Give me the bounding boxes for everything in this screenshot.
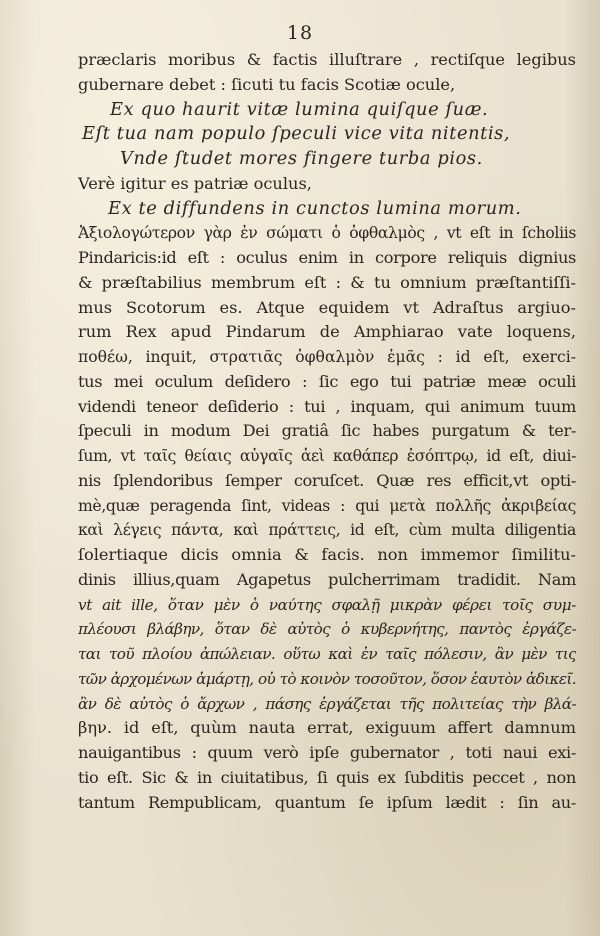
text-line: Pindaricis:id eſt : oculus enim in corpore reliquis dignius (78, 248, 576, 267)
text-line: ſpeculi in modum Dei gratiâ ſic habes purgatum & ter- (78, 421, 576, 441)
text-line: mè,quæ peragenda ſint, videas : qui μετὰ πολλῆς ἀκριβείας (78, 496, 576, 515)
text-line: nauigantibus : quum verò ipſe gubernator , toti naui exi- (78, 743, 576, 762)
text-line: ſolertiaque dicis omnia & facis. non immemor ſimilitu- (78, 545, 576, 564)
text-line: tantum Rempublicam, quantum ſe ipſum lædit : ſin au- (78, 792, 576, 812)
text-line: & præſtabilius membrum eſt : & tu omnium præſtantiſſi- (78, 272, 576, 292)
text-line: πλέουσι βλάβην, ὅταν δὲ αὐτὸς ὁ κυβερνήτης, παντὸς ἐργάζε- (78, 620, 576, 639)
page-number: 18 (286, 22, 314, 44)
text-line: præclaris moribus & factis illuſtrare , rectiſque legibus (78, 50, 576, 69)
text-line: nis ſplendoribus ſemper coruſcet. Quæ res efficit,vt opti- (78, 470, 576, 490)
text-line: Ἀξιολογώτερον γὰρ ἐν σώματι ὁ ὀφθαλμὸς , vt eſt in ſcholiis (78, 224, 576, 243)
verse-line: Eſt tua nam populo ſpeculi vice vita nitentis, (82, 123, 511, 145)
verse-line: Ex te diffundens in cunctos lumina morum. (108, 197, 522, 219)
text-line: vt ait ille, ὅταν μὲν ὁ ναύτης σφαλῇ μικρὰν φέρει τοῖς συμ- (78, 595, 576, 614)
text-line: gubernare debet : ſicuti tu facis Scotiæ ocule, (78, 74, 456, 94)
text-line: ποθέω, inquit, στρατιᾶς ὀφθαλμὸν ἐμᾶς : id eſt, exerci- (78, 348, 576, 366)
text-line: rum Rex apud Pindarum de Amphiarao vate loquens, (78, 322, 576, 342)
verse-line: Ex quo haurit vitæ lumina quiſque ſuæ. (110, 98, 489, 120)
text-line: ἂν δὲ αὐτὸς ὁ ἄρχων , πάσης ἐργάζεται τῆς πολιτείας τὴν βλά- (78, 694, 576, 713)
text-line: ται τοῦ πλοίου ἀπώλειαν. οὕτω καὶ ἐν ταῖς πόλεσιν, ἂν μὲν τις (78, 645, 576, 663)
text-line: videndi teneor deſiderio : tui , inquam, qui animum tuum (78, 396, 576, 416)
text-line: tus mei oculum deſidero : ſic ego tui patriæ meæ oculi (78, 371, 576, 391)
text-line: tio eſt. Sic & in ciuitatibus, ſi quis ex ſubditis peccet , non (78, 767, 576, 787)
text-line: βην. id eſt, quùm nauta errat, exiguum affert damnum (78, 718, 576, 738)
text-line: καὶ λέγεις πάντα, καὶ πράττεις, id eſt, cùm multa diligentia (78, 521, 576, 540)
text-line: τῶν ἀρχομένων ἁμάρτῃ, οὐ τὸ κοινὸν τοσοῦτον, ὅσον ἑαυτὸν ἀδικεῖ. (78, 669, 576, 688)
text-line: Verè igitur es patriæ oculus, (78, 173, 312, 193)
verse-line: Vnde ſtudet mores fingere turba pios. (120, 148, 483, 169)
text-line: dinis illius,quam Agapetus pulcherrimam tradidit. Nam (78, 569, 576, 589)
page-body (78, 48, 576, 815)
text-line: ſum, vt ταῖς θείαις αὐγαῖς ἀεὶ καθάπερ ἐσόπτρῳ, id eſt, diui- (78, 447, 576, 465)
text-line: mus Scotorum es. Atque equidem vt Adraſtus argiuo- (78, 297, 576, 317)
